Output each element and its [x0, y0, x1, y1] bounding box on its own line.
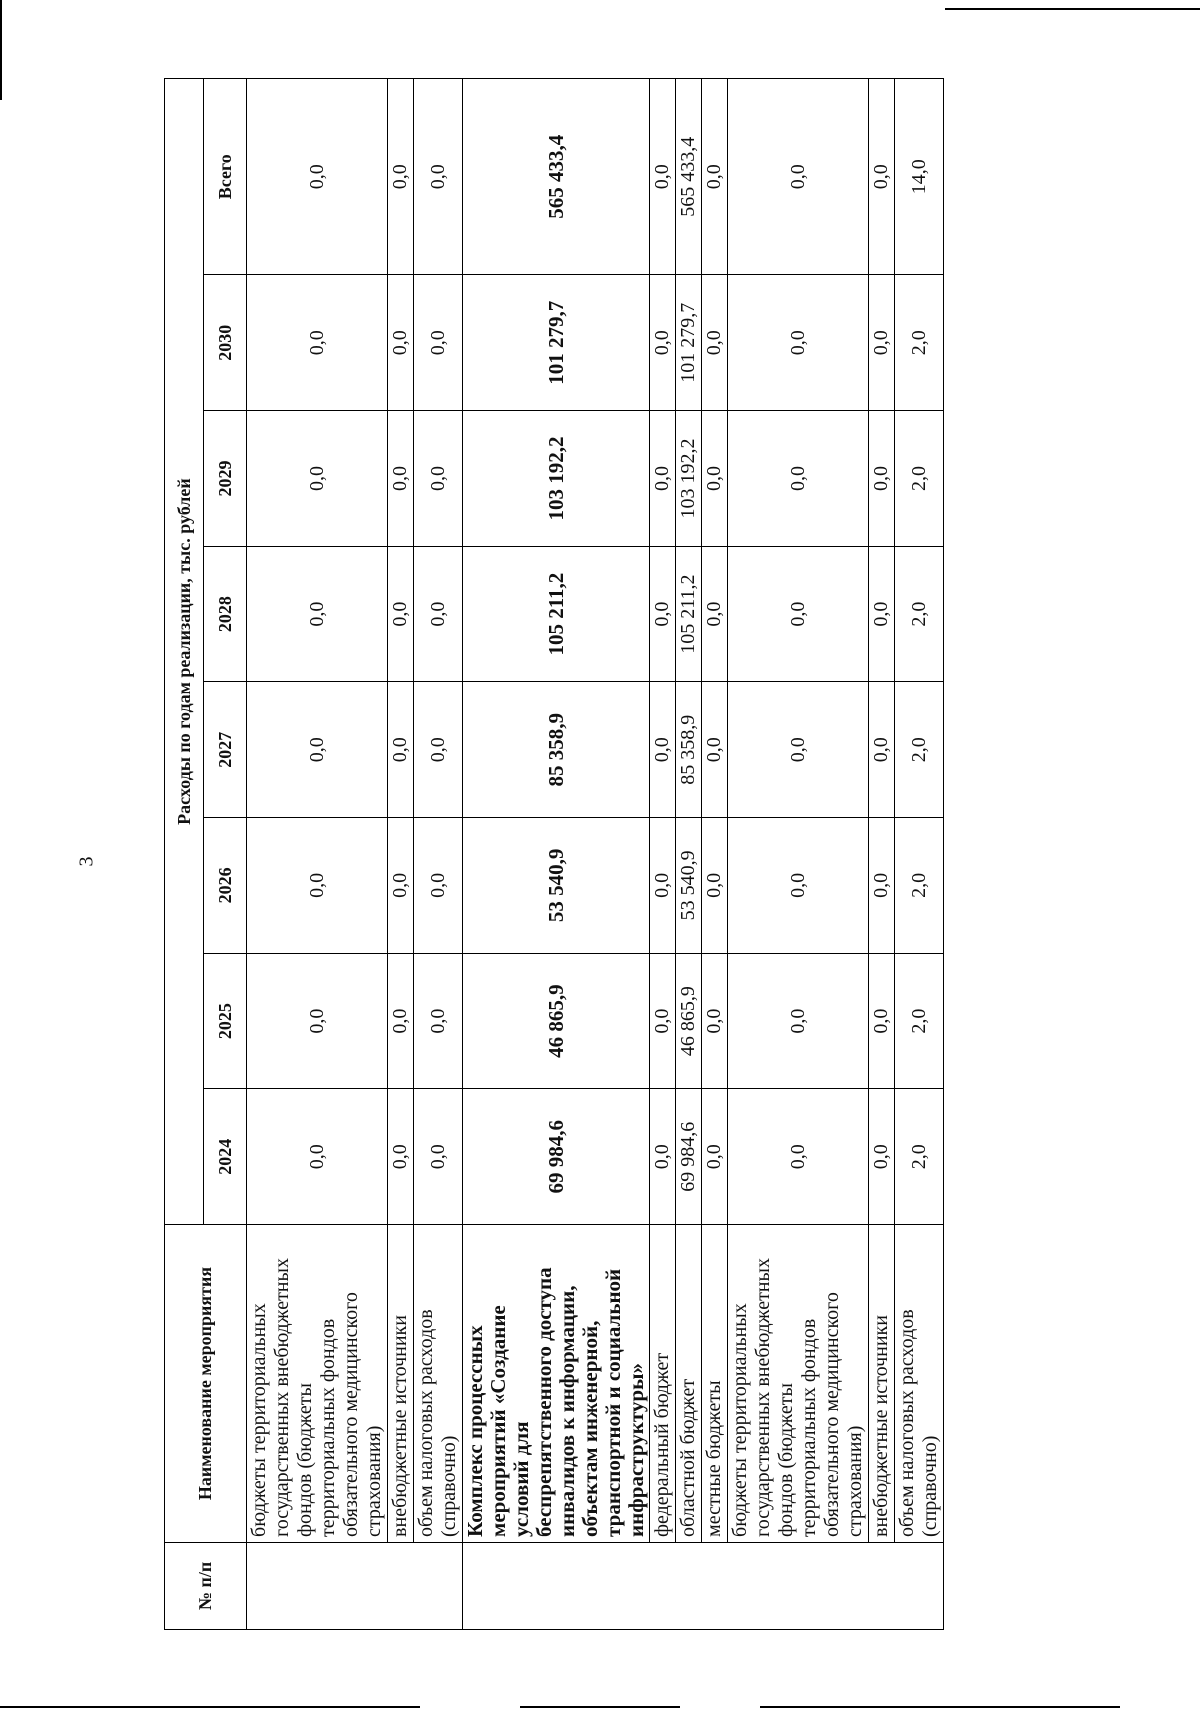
value-cell: 103 192,2	[676, 411, 702, 547]
value-cell: 0,0	[650, 546, 676, 682]
value-cell: 0,0	[869, 682, 895, 818]
value-cell: 0,0	[650, 79, 676, 275]
row-number-cell	[463, 1542, 944, 1629]
value-cell: 0,0	[247, 818, 388, 954]
value-cell: 0,0	[247, 682, 388, 818]
table-row	[463, 79, 650, 1630]
value-cell: 0,0	[650, 275, 676, 411]
value-cell: 0,0	[247, 546, 388, 682]
value-cell: 69 984,6	[463, 1089, 650, 1225]
measure-name-cell: бюджеты территориальных государственных внебюджетных фондов (бюджеты территориальных фондов обязательного медицинского страхования)	[247, 1225, 388, 1543]
value-cell: 0,0	[702, 682, 728, 818]
measure-name-cell: Комплекс процессных мероприятий «Создание условий для беспрепятственного доступа инвалидов к информации, объектам инженерной, транспортной и социальной инфраструктуры»	[463, 1225, 650, 1543]
value-cell: 0,0	[869, 953, 895, 1089]
value-cell: 0,0	[869, 79, 895, 275]
table-row	[414, 79, 463, 1630]
value-cell: 0,0	[869, 411, 895, 547]
value-cell: 0,0	[728, 411, 869, 547]
header-num: № п/п	[165, 1542, 247, 1629]
header-expenses-group: Расходы по годам реализации, тыс. рублей	[165, 79, 204, 1225]
value-cell: 46 865,9	[463, 953, 650, 1089]
value-cell: 0,0	[650, 411, 676, 547]
value-cell: 0,0	[702, 411, 728, 547]
measure-name-cell: бюджеты территориальных государственных внебюджетных фондов (бюджеты территориальных фондов обязательного медицинского страхования)	[728, 1225, 869, 1543]
header-year-2025: 2025	[204, 953, 247, 1089]
value-cell: 0,0	[702, 818, 728, 954]
value-cell: 0,0	[414, 818, 463, 954]
value-cell: 0,0	[869, 1089, 895, 1225]
value-cell: 2,0	[895, 275, 944, 411]
scan-edge-mark	[760, 1706, 1120, 1708]
value-cell: 0,0	[247, 411, 388, 547]
value-cell: 0,0	[650, 953, 676, 1089]
value-cell: 565 433,4	[463, 79, 650, 275]
value-cell: 0,0	[414, 1089, 463, 1225]
value-cell: 101 279,7	[463, 275, 650, 411]
value-cell: 53 540,9	[463, 818, 650, 954]
measure-name-cell: внебюджетные источники	[388, 1225, 414, 1543]
value-cell: 0,0	[414, 275, 463, 411]
scan-edge-mark	[945, 8, 1200, 10]
value-cell: 103 192,2	[463, 411, 650, 547]
value-cell: 0,0	[388, 79, 414, 275]
value-cell: 0,0	[388, 275, 414, 411]
value-cell: 0,0	[702, 953, 728, 1089]
measure-name-cell: федеральный бюджет	[650, 1225, 676, 1543]
value-cell: 105 211,2	[463, 546, 650, 682]
header-year-2027: 2027	[204, 682, 247, 818]
value-cell: 0,0	[702, 79, 728, 275]
value-cell: 0,0	[414, 79, 463, 275]
value-cell: 0,0	[728, 1089, 869, 1225]
value-cell: 2,0	[895, 682, 944, 818]
header-name: Наименование мероприятия	[165, 1225, 247, 1543]
measure-name-cell: внебюджетные источники	[869, 1225, 895, 1543]
value-cell: 0,0	[650, 818, 676, 954]
header-year-total: Всего	[204, 79, 247, 275]
header-year-2030: 2030	[204, 275, 247, 411]
value-cell: 0,0	[388, 953, 414, 1089]
page-number: 3	[75, 856, 98, 867]
value-cell: 0,0	[728, 79, 869, 275]
value-cell: 0,0	[414, 411, 463, 547]
row-number-cell	[247, 1542, 463, 1629]
value-cell: 0,0	[414, 682, 463, 818]
value-cell: 565 433,4	[676, 79, 702, 275]
value-cell: 46 865,9	[676, 953, 702, 1089]
value-cell: 2,0	[895, 546, 944, 682]
value-cell: 2,0	[895, 953, 944, 1089]
value-cell: 2,0	[895, 1089, 944, 1225]
value-cell: 0,0	[247, 1089, 388, 1225]
value-cell: 0,0	[414, 953, 463, 1089]
value-cell: 0,0	[728, 818, 869, 954]
expenses-table	[164, 78, 944, 1630]
table-row	[388, 79, 414, 1630]
measure-name-cell: объем налоговых расходов (справочно)	[414, 1225, 463, 1543]
value-cell: 0,0	[702, 275, 728, 411]
value-cell: 0,0	[728, 953, 869, 1089]
rotated-table-container	[164, 78, 1054, 1630]
header-year-2029: 2029	[204, 411, 247, 547]
value-cell: 0,0	[247, 953, 388, 1089]
scan-edge-mark	[520, 1706, 680, 1708]
measure-name-cell: областной бюджет	[676, 1225, 702, 1543]
value-cell: 69 984,6	[676, 1089, 702, 1225]
value-cell: 0,0	[388, 682, 414, 818]
value-cell: 0,0	[702, 1089, 728, 1225]
value-cell: 0,0	[728, 682, 869, 818]
measure-name-cell: объем налоговых расходов (справочно)	[895, 1225, 944, 1543]
value-cell: 53 540,9	[676, 818, 702, 954]
value-cell: 0,0	[247, 275, 388, 411]
value-cell: 0,0	[650, 1089, 676, 1225]
value-cell: 0,0	[414, 546, 463, 682]
table-row	[702, 79, 728, 1630]
table-row	[676, 79, 702, 1630]
header-year-2026: 2026	[204, 818, 247, 954]
value-cell: 0,0	[388, 411, 414, 547]
table-row	[869, 79, 895, 1630]
value-cell: 85 358,9	[463, 682, 650, 818]
table-row	[247, 79, 388, 1630]
value-cell: 0,0	[247, 79, 388, 275]
value-cell: 14,0	[895, 79, 944, 275]
value-cell: 85 358,9	[676, 682, 702, 818]
header-year-2028: 2028	[204, 546, 247, 682]
value-cell: 0,0	[388, 546, 414, 682]
scan-edge-mark	[0, 0, 2, 100]
header-year-2024: 2024	[204, 1089, 247, 1225]
value-cell: 101 279,7	[676, 275, 702, 411]
scan-edge-mark	[0, 1706, 420, 1708]
value-cell: 0,0	[728, 275, 869, 411]
measure-name-cell: местные бюджеты	[702, 1225, 728, 1543]
value-cell: 0,0	[702, 546, 728, 682]
table-row	[650, 79, 676, 1630]
value-cell: 0,0	[388, 1089, 414, 1225]
value-cell: 2,0	[895, 411, 944, 547]
value-cell: 105 211,2	[676, 546, 702, 682]
value-cell: 0,0	[869, 818, 895, 954]
value-cell: 0,0	[728, 546, 869, 682]
value-cell: 0,0	[869, 546, 895, 682]
value-cell: 2,0	[895, 818, 944, 954]
table-row	[728, 79, 869, 1630]
value-cell: 0,0	[869, 275, 895, 411]
value-cell: 0,0	[650, 682, 676, 818]
value-cell: 0,0	[388, 818, 414, 954]
table-row	[895, 79, 944, 1630]
